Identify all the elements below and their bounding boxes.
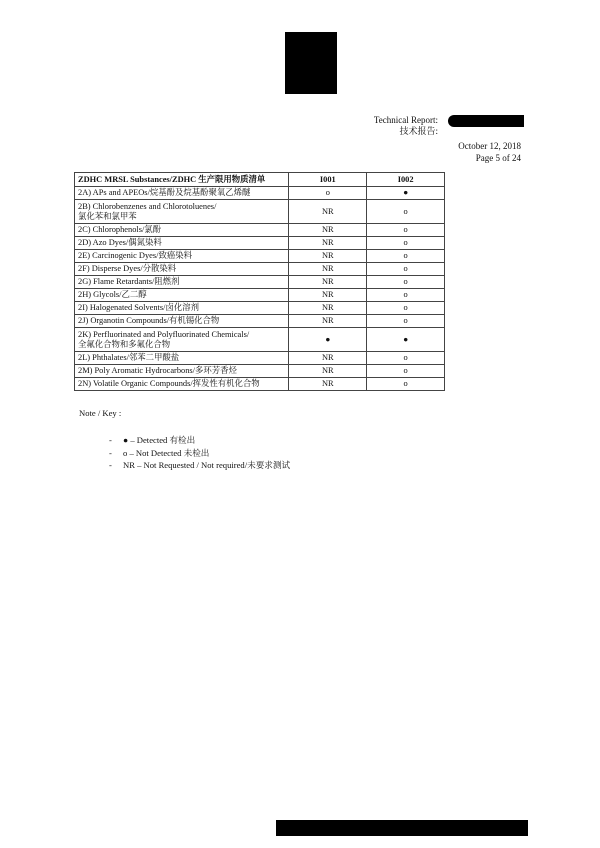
- i001-cell: NR: [289, 378, 367, 391]
- i002-cell: ●: [367, 187, 445, 200]
- table-row: [75, 200, 445, 224]
- header-i001: I001: [289, 173, 367, 187]
- substance-cell: [75, 328, 289, 352]
- substance-line-2: 全氟化合物和多氟化合物: [78, 339, 171, 349]
- header-substances: ZDHC MRSL Substances/ZDHC 生产限用物质清单: [75, 173, 289, 187]
- i001-cell: NR: [289, 302, 367, 315]
- i002-cell: o: [367, 289, 445, 302]
- substance-cell: 2I) Halogenated Solvents/卤化溶剂: [75, 302, 289, 315]
- key-item-not-detected: - o – Not Detected 未检出: [109, 447, 290, 460]
- report-label-en: Technical Report:: [373, 115, 438, 125]
- table-header-row: [75, 173, 445, 187]
- i002-cell: ●: [367, 328, 445, 352]
- substance-cell: 2E) Carcinogenic Dyes/致癌染料: [75, 250, 289, 263]
- i001-cell: NR: [289, 289, 367, 302]
- header-i002: I002: [367, 173, 445, 187]
- table-row: [75, 276, 445, 289]
- table-row: [75, 250, 445, 263]
- table-row: [75, 378, 445, 391]
- i002-cell: o: [367, 315, 445, 328]
- i002-cell: o: [367, 200, 445, 224]
- table-row: [75, 263, 445, 276]
- table-row: [75, 289, 445, 302]
- i002-cell: o: [367, 263, 445, 276]
- substance-line-1: 2B) Chlorobenzenes and Chlorotoluenes/: [78, 201, 217, 211]
- i002-cell: o: [367, 250, 445, 263]
- i001-cell: NR: [289, 352, 367, 365]
- redacted-footer: [276, 820, 528, 836]
- i001-cell: NR: [289, 250, 367, 263]
- substance-line-2: 氯化苯和氯甲苯: [78, 211, 137, 221]
- substance-cell: 2J) Organotin Compounds/有机锡化合物: [75, 315, 289, 328]
- i002-cell: o: [367, 276, 445, 289]
- i001-cell: NR: [289, 224, 367, 237]
- i001-cell: ●: [289, 328, 367, 352]
- table-row: [75, 352, 445, 365]
- i001-cell: NR: [289, 315, 367, 328]
- report-label: [374, 115, 438, 137]
- report-label-cn: 技术报告:: [399, 126, 438, 136]
- i002-cell: o: [367, 365, 445, 378]
- table-row: [75, 328, 445, 352]
- key-item-detected: - ● – Detected 有检出: [109, 434, 290, 447]
- table-row: [75, 365, 445, 378]
- page-number: Page 5 of 24: [475, 153, 521, 163]
- substance-cell: [75, 200, 289, 224]
- substance-cell: 2D) Azo Dyes/偶氮染料: [75, 237, 289, 250]
- zdhc-results-table: [74, 172, 445, 391]
- i002-cell: o: [367, 378, 445, 391]
- i001-cell: o: [289, 187, 367, 200]
- table-row: [75, 187, 445, 200]
- substance-cell: 2G) Flame Retardants/阻燃剂: [75, 276, 289, 289]
- i002-cell: o: [367, 302, 445, 315]
- report-meta: [458, 140, 521, 164]
- table-row: [75, 237, 445, 250]
- substance-cell: 2N) Volatile Organic Compounds/挥发性有机化合物: [75, 378, 289, 391]
- i002-cell: o: [367, 224, 445, 237]
- i002-cell: o: [367, 237, 445, 250]
- substance-line-1: 2K) Perfluorinated and Polyfluorinated Chemicals/: [78, 329, 250, 339]
- note-key-title: Note / Key :: [79, 408, 122, 418]
- key-list: [109, 434, 290, 472]
- i001-cell: NR: [289, 276, 367, 289]
- substance-cell: 2H) Glycols/乙二醇: [75, 289, 289, 302]
- substance-cell: 2L) Phthalates/邻苯二甲酸盐: [75, 352, 289, 365]
- substance-cell: 2M) Poly Aromatic Hydrocarbons/多环芳香烃: [75, 365, 289, 378]
- i001-cell: NR: [289, 237, 367, 250]
- redacted-report-number: [448, 115, 524, 127]
- substance-cell: 2A) APs and APEOs/烷基酚及烷基酚聚氧乙烯醚: [75, 187, 289, 200]
- substance-cell: 2C) Chlorophenols/氯酚: [75, 224, 289, 237]
- redacted-logo: [285, 32, 337, 94]
- i001-cell: NR: [289, 263, 367, 276]
- i002-cell: o: [367, 352, 445, 365]
- table-row: [75, 315, 445, 328]
- table-row: [75, 302, 445, 315]
- i001-cell: NR: [289, 365, 367, 378]
- i001-cell: NR: [289, 200, 367, 224]
- table-row: [75, 224, 445, 237]
- key-item-not-requested: - NR – Not Requested / Not required/未要求测试: [109, 459, 290, 472]
- substance-cell: 2F) Disperse Dyes/分散染料: [75, 263, 289, 276]
- report-date: October 12, 2018: [458, 141, 521, 151]
